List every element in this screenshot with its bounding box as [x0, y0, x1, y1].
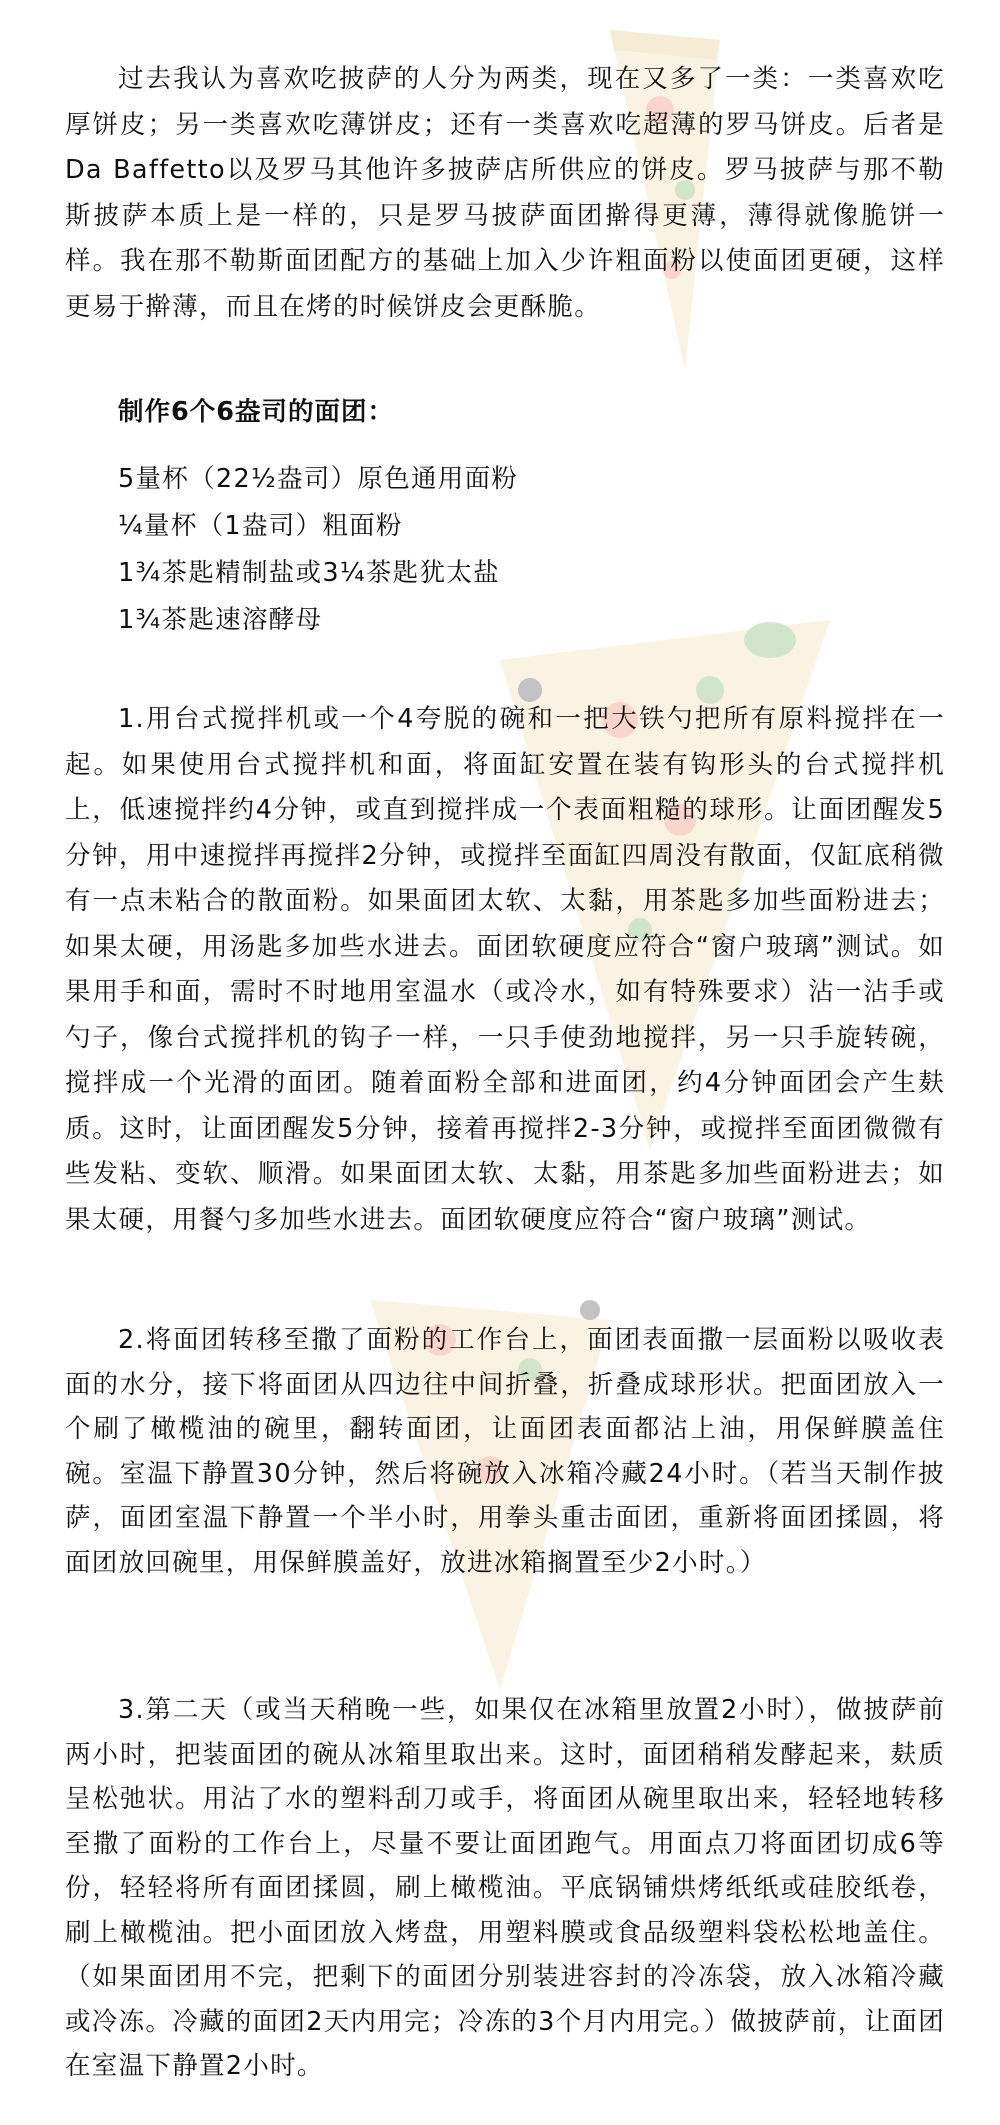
step-paragraph: 2.将面团转移至撒了面粉的工作台上，面团表面撒一层面粉以吸收表面的水分，接下将面团从四边往中间折叠，折叠成球形状。把面团放入一个刷了橄榄油的碗里，翻转面团，让面团表面都沾上油，用保鲜膜盖住碗。室温下静置30分钟，然后将碗放入冰箱冷藏24小时。（若当天制作披萨，面团室温下静置一个半小时，用拳头重击面团，重新将面团揉圆，将面团放回碗里，用保鲜膜盖好，放进冰箱搁置至少2小时。） — [65, 1325, 945, 1578]
ingredient-item: 1¾茶匙精制盐或3¼茶匙犹太盐 — [118, 558, 500, 588]
ingredient-item: 5量杯（22½盎司）原色通用面粉 — [118, 464, 519, 494]
ingredient-item: ¼量杯（1盎司）粗面粉 — [118, 511, 403, 541]
step-paragraph: 1.用台式搅拌机或一个4夸脱的碗和一把大铁勺把所有原料搅拌在一起。如果使用台式搅拌机和面，将面缸安置在装有钩形头的台式搅拌机上，低速搅拌约4分钟，或直到搅拌成一个表面粗糙的球形。让面团醒发5分钟，用中速搅拌再搅拌2分钟，或搅拌至面缸四周没有散面，仅缸底稍微有一点未粘合的散面粉。如果面团太软、太黏，用茶匙多加些面粉进去；如果太硬，用汤匙多加些水进去。面团软硬度应符合“窗户玻璃”测试。如果用手和面，需时不时地用室温水（或冷水，如有特殊要求）沾一沾手或勺子，像台式搅拌机的钩子一样，一只手使劲地搅拌，另一只手旋转碗，搅拌成一个光滑的面团。随着面粉全部和进面团，约4分钟面团会产生麸质。这时，让面团醒发5分钟，接着再搅拌2-3分钟，或搅拌至面团微微有些发粘、变软、顺滑。如果面团太软、太黏，用茶匙多加些面粉进去；如果太硬，用餐勺多加些水进去。面团软硬度应符合“窗户玻璃”测试。 — [65, 704, 945, 1235]
ingredient-item: 1¾茶匙速溶酵母 — [118, 605, 323, 635]
step-paragraph: 3.第二天（或当天稍晚一些，如果仅在冰箱里放置2小时），做披萨前两小时，把装面团的碗从冰箱里取出来。这时，面团稍稍发酵起来，麸质呈松弛状。用沾了水的塑料刮刀或手，将面团从碗里取出来，轻轻地转移至撒了面粉的工作台上，尽量不要让面团跑气。用面点刀将面团切成6等份，轻轻将所有面团揉圆，刷上橄榄油。平底锅铺烘烤纸纸或硅胶纸卷，刷上橄榄油。把小面团放入烤盘，用塑料膜或食品级塑料袋松松地盖住。（如果面团用不完，把剩下的面团分别装进容封的冷冻袋，放入冰箱冷藏或冷冻。冷藏的面团2天内用完；冷冻的3个月内用完。）做披萨前，让面团在室温下静置2小时。 — [65, 1695, 945, 2081]
ingredient-list — [118, 456, 518, 644]
intro-paragraph: 过去我认为喜欢吃披萨的人分为两类，现在又多了一类：一类喜欢吃厚饼皮；另一类喜欢吃薄饼皮；还有一类喜欢吃超薄的罗马饼皮。后者是Da Baffetto以及罗马其他许多披萨店所供应的饼皮。罗马披萨与那不勒斯披萨本质上是一样的，只是罗马披萨面团擀得更薄，薄得就像脆饼一样。我在那不勒斯面团配方的基础上加入少许粗面粉以使面团更硬，这样更易于擀薄，而且在烤的时候饼皮会更酥脆。 — [65, 64, 945, 322]
dough-heading: 制作6个6盎司的面团： — [118, 397, 394, 427]
